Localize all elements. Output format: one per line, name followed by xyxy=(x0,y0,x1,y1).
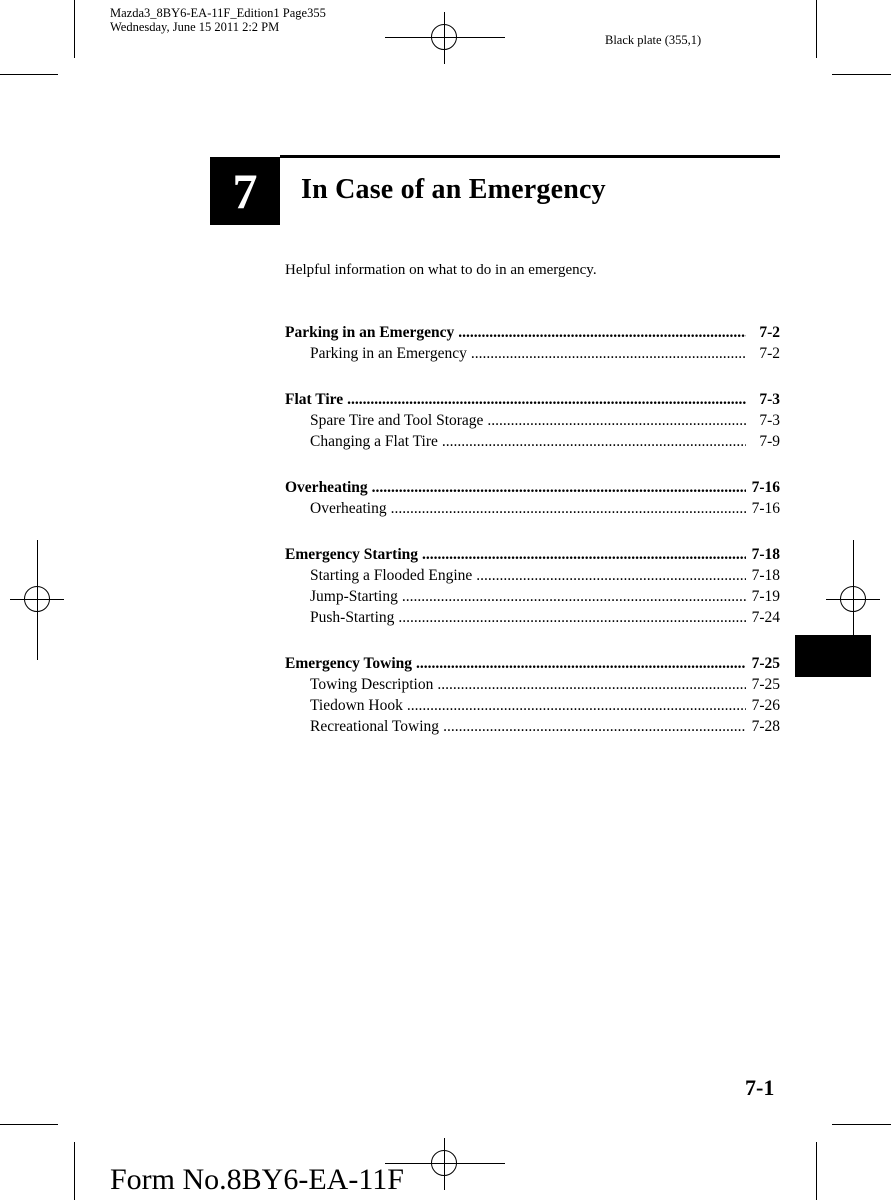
chapter-thumb-tab xyxy=(795,635,871,677)
toc-subentry[interactable] xyxy=(285,695,780,716)
crop-mark xyxy=(74,1142,75,1200)
chapter-intro: Helpful information on what to do in an emergency. xyxy=(285,262,597,278)
toc-subentry-title: Push-Starting xyxy=(310,609,395,626)
plate-label: Black plate (355,1) xyxy=(605,33,702,47)
toc-entry-page: 7-25 xyxy=(751,655,780,672)
toc-subentry[interactable] xyxy=(285,586,780,607)
toc-leader-dots xyxy=(422,544,746,565)
toc-subentry-title: Starting a Flooded Engine xyxy=(310,567,473,584)
toc-leader-dots xyxy=(437,674,746,695)
toc-subentry-page: 7-28 xyxy=(751,718,780,735)
toc-subentry-title: Spare Tire and Tool Storage xyxy=(310,412,484,429)
toc-leader-dots xyxy=(391,498,746,519)
toc-entry-title: Parking in an Emergency xyxy=(285,324,455,341)
toc-section xyxy=(285,544,780,628)
toc-entry-page: 7-18 xyxy=(751,546,780,563)
print-file-info: Mazda3_8BY6-EA-11F_Edition1 Page355 xyxy=(110,6,326,20)
toc-entry[interactable] xyxy=(285,477,780,498)
crop-mark xyxy=(832,74,891,75)
toc-subentry[interactable] xyxy=(285,498,780,519)
toc-leader-dots xyxy=(442,431,746,452)
registration-mark-icon xyxy=(24,586,50,612)
toc-leader-dots xyxy=(372,477,746,498)
toc-entry-title: Flat Tire xyxy=(285,391,344,408)
chapter-rule xyxy=(280,155,780,158)
crop-mark xyxy=(832,1124,891,1125)
toc-leader-dots xyxy=(487,410,746,431)
toc-subentry-title: Recreational Towing xyxy=(310,718,440,735)
chapter-title: In Case of an Emergency xyxy=(301,174,606,205)
toc-subentry-page: 7-19 xyxy=(751,588,780,605)
toc-subentry[interactable] xyxy=(285,674,780,695)
form-number: Form No.8BY6-EA-11F xyxy=(110,1163,404,1196)
toc-subentry-title: Towing Description xyxy=(310,676,434,693)
toc-leader-dots xyxy=(476,565,746,586)
toc-section xyxy=(285,322,780,364)
toc-entry[interactable] xyxy=(285,544,780,565)
toc-section xyxy=(285,389,780,452)
toc-leader-dots xyxy=(407,695,746,716)
toc-subentry-page: 7-2 xyxy=(759,345,780,362)
toc-subentry[interactable] xyxy=(285,343,780,364)
toc-subentry-page: 7-9 xyxy=(759,433,780,450)
toc-subentry[interactable] xyxy=(285,431,780,452)
toc-subentry[interactable] xyxy=(285,607,780,628)
page-number: 7-1 xyxy=(745,1075,775,1100)
table-of-contents xyxy=(285,322,780,762)
toc-leader-dots xyxy=(416,653,746,674)
registration-mark-icon xyxy=(431,24,457,50)
chapter-number: 7 xyxy=(210,157,280,225)
crop-mark xyxy=(0,1124,58,1125)
toc-entry[interactable] xyxy=(285,653,780,674)
toc-leader-dots xyxy=(458,322,746,343)
toc-entry-title: Emergency Towing xyxy=(285,655,413,672)
registration-mark-icon xyxy=(431,1150,457,1176)
toc-subentry-page: 7-26 xyxy=(751,697,780,714)
toc-subentry-title: Tiedown Hook xyxy=(310,697,403,714)
crop-mark xyxy=(816,0,817,58)
toc-subentry[interactable] xyxy=(285,716,780,737)
toc-section xyxy=(285,653,780,737)
toc-subentry[interactable] xyxy=(285,565,780,586)
toc-subentry-page: 7-18 xyxy=(751,567,780,584)
toc-leader-dots xyxy=(443,716,746,737)
toc-section xyxy=(285,477,780,519)
toc-entry[interactable] xyxy=(285,389,780,410)
crop-mark xyxy=(74,0,75,58)
toc-subentry-title: Jump-Starting xyxy=(310,588,398,605)
toc-subentry-page: 7-24 xyxy=(751,609,780,626)
toc-subentry-page: 7-16 xyxy=(751,500,780,517)
print-datetime: Wednesday, June 15 2011 2:2 PM xyxy=(110,20,280,34)
toc-subentry-page: 7-3 xyxy=(759,412,780,429)
toc-subentry-title: Parking in an Emergency xyxy=(310,345,467,362)
toc-entry-title: Emergency Starting xyxy=(285,546,419,563)
toc-leader-dots xyxy=(471,343,746,364)
toc-entry-page: 7-3 xyxy=(759,391,780,408)
toc-subentry-title: Changing a Flat Tire xyxy=(310,433,438,450)
toc-subentry-page: 7-25 xyxy=(751,676,780,693)
toc-entry-title: Overheating xyxy=(285,479,368,496)
toc-entry-page: 7-16 xyxy=(751,479,780,496)
toc-entry[interactable] xyxy=(285,322,780,343)
toc-subentry[interactable] xyxy=(285,410,780,431)
toc-leader-dots xyxy=(347,389,746,410)
toc-subentry-title: Overheating xyxy=(310,500,387,517)
registration-mark-icon xyxy=(840,586,866,612)
crop-mark xyxy=(0,74,58,75)
toc-leader-dots xyxy=(398,607,746,628)
crop-mark xyxy=(816,1142,817,1200)
toc-leader-dots xyxy=(402,586,746,607)
toc-entry-page: 7-2 xyxy=(759,324,780,341)
